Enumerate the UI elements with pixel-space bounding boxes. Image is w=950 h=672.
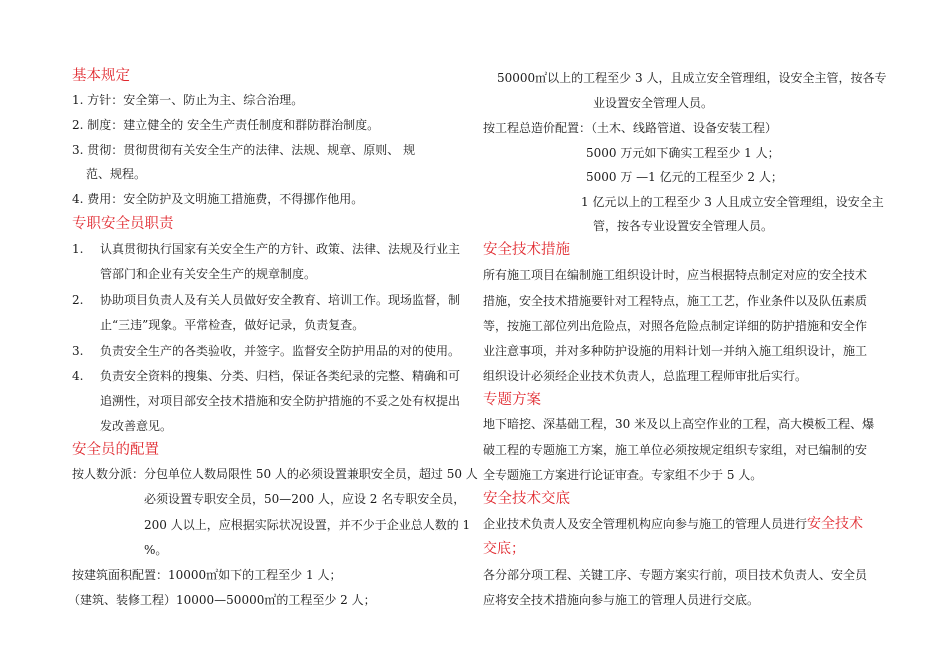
heading-safety-measures: 安全技术措施 — [483, 242, 570, 258]
config-by-area-cont: （建筑、装修工程）10000—50000㎡的工程至少 2 人； — [68, 593, 376, 607]
briefing-line-4: 应将安全技术措施向参与施工的管理人员进行交底。 — [483, 593, 760, 607]
cost-tier-2: 5000 万 —1 亿元的工程至少 2 人； — [586, 170, 783, 184]
duty-num-1: 1. — [72, 242, 84, 256]
briefing-highlight: 安全技术 — [807, 516, 864, 532]
duty-item-4: 负责安全资料的搜集、分类、归档，保证各类纪录的完整、精确和可 — [100, 369, 461, 383]
duty-item-4-cont: 追溯性，对项目部安全技术措施和安全防护措施的不妥之处有权提出 — [100, 394, 461, 408]
duty-num-2: 2. — [72, 293, 84, 307]
duty-item-2: 协助项目负责人及有关人员做好安全教育、培训工作。现场监督，制 — [100, 293, 461, 307]
basic-item-2: 2. 制度：建立健全的 安全生产责任制度和群防群治制度。 — [72, 118, 380, 132]
duty-item-4-cont2: 发改善意见。 — [100, 419, 173, 433]
heading-special-plan: 专题方案 — [483, 392, 541, 408]
cost-tier-3-cont: 管，按各专业设置安全管理人员。 — [593, 219, 774, 233]
config-by-headcount-cont: 必须设置专职安全员，50—200 人，应设 2 名专职安全员， — [144, 492, 466, 506]
basic-item-3-cont: 范、规程。 — [86, 167, 147, 181]
cost-tier-3: 1 亿元以上的工程至少 3 人且成立安全管理组，设安全主 — [581, 195, 884, 209]
duty-item-1-cont: 管部门和企业有关安全生产的规章制度。 — [100, 267, 317, 281]
basic-item-1: 1. 方针：安全第一、防止为主、综合治理。 — [72, 93, 304, 107]
duty-item-2-cont: 止“三违”现象。平常检查，做好记录，负责复查。 — [100, 318, 365, 332]
heading-basic-rules: 基本规定 — [72, 68, 130, 84]
duty-item-3: 负责安全生产的各类验收，并签字。监督安全防护用品的对的使用。 — [100, 344, 461, 358]
plan-line-1: 地下暗挖、深基础工程，30 米及以上高空作业的工程，高大模板工程、爆 — [483, 417, 875, 431]
measures-line-5: 组织设计必须经企业技术负责人，总监理工程师审批后实行。 — [483, 369, 808, 383]
duty-num-4: 4. — [72, 369, 84, 383]
config-by-headcount-cont3: %。 — [144, 543, 168, 557]
heading-safety-officer-duties: 专职安全员职责 — [72, 216, 174, 232]
measures-line-3: 等，按施工部位列出危险点，对照各危险点制定详细的防护措施和安全作 — [483, 319, 868, 333]
heading-safety-briefing: 安全技术交底 — [483, 491, 570, 507]
config-by-area: 按建筑面积配置：10000㎡如下的工程至少 1 人； — [72, 568, 342, 582]
area-config-cont2: 业设置安全管理人员。 — [593, 96, 714, 110]
cost-tier-1: 5000 万元如下确实工程至少 1 人； — [586, 146, 780, 160]
briefing-line-1 — [483, 516, 863, 532]
measures-line-2: 措施，安全技术措施要针对工程特点，施工工艺，作业条件以及队伍素质 — [483, 294, 868, 308]
measures-line-1: 所有施工项目在编制施工组织设计时，应当根据特点制定对应的安全技术 — [483, 268, 868, 282]
plan-line-3: 全专题施工方案进行论证审查。专家组不少于 5 人。 — [483, 468, 763, 482]
briefing-line-3: 各分部分项工程、关键工序、专题方案实行前，项目技术负责人、安全员 — [483, 568, 868, 582]
area-config-cont: 50000㎡以上的工程至少 3 人，且成立安全管理组，设安全主管，按各专 — [497, 71, 887, 85]
heading-officer-configuration: 安全员的配置 — [72, 442, 159, 458]
basic-item-4: 4. 费用：安全防护及文明施工措施费，不得挪作他用。 — [72, 192, 364, 206]
plan-line-2: 破工程的专题施工方案，施工单位必须按规定组织专家组，对已编制的安 — [483, 443, 868, 457]
briefing-line-2: 交底； — [483, 541, 525, 557]
config-by-cost: 按工程总造价配置：（土木、线路管道、设备安装工程） — [483, 121, 778, 135]
measures-line-4: 业注意事项，并对多种防护设施的用料计划一并纳入施工组织设计，施工 — [483, 344, 868, 358]
duty-num-3: 3. — [72, 344, 84, 358]
config-by-headcount: 按人数分派：分包单位人数局限性 50 人的必须设置兼职安全员，超过 50 人 — [72, 467, 478, 481]
config-by-headcount-cont2: 200 人以上，应根据实际状况设置，并不少于企业总人数的 1 — [144, 518, 471, 532]
basic-item-3: 3. 贯彻：贯彻贯彻有关安全生产的法律、法规、规章、原则、 规 — [72, 143, 416, 157]
briefing-line-1-text: 企业技术负责人及安全管理机构应向参与施工的管理人员进行 — [483, 517, 808, 531]
duty-item-1: 认真贯彻执行国家有关安全生产的方针、政策、法律、法规及行业主 — [100, 242, 461, 256]
